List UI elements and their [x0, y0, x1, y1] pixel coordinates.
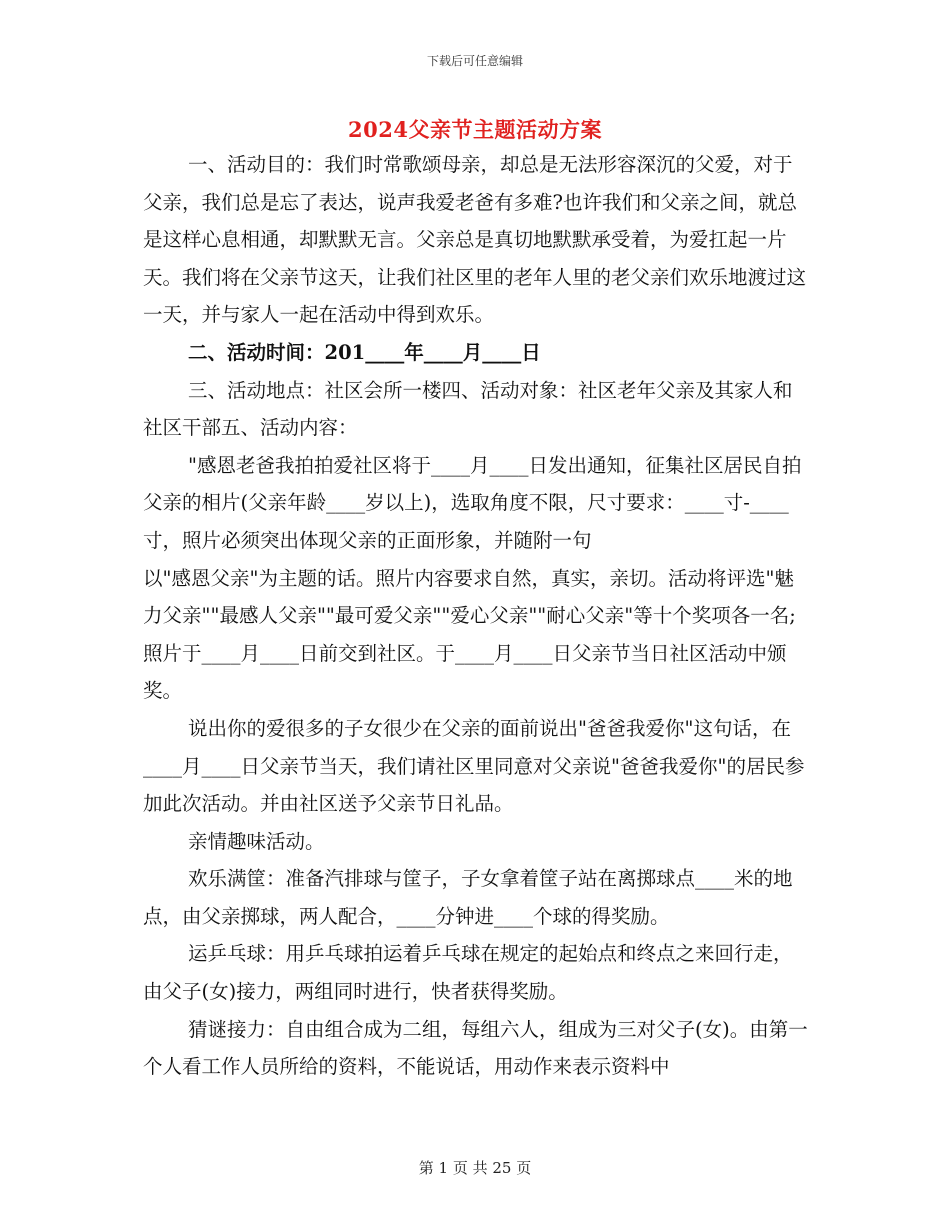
paragraph-say-love: 说出你的爱很多的子女很少在父亲的面前说出"爸爸我爱你"这句话，在____月____日父亲节当天，我们请社区里同意对父亲说"爸爸我爱你"的居民参加此次活动。并由社区送予父亲节日礼品。: [143, 716, 805, 816]
document-body: [143, 146, 811, 1086]
paragraph-basket-game: 欢乐满筐：准备汽排球与筐子，子女拿着筐子站在离掷球点____米的地点，由父亲掷球，两人配合，____分钟进____个球的得奖励。: [143, 867, 793, 928]
paragraph-photo-activity: "感恩老爸我拍拍爱社区将于____月____日发出通知，征集社区居民自拍父亲的相片(父亲年龄____岁以上)，选取角度不限，尺寸要求：____寸-____寸，照片必须突出体现父亲的正面形象，并随附一句: [143, 453, 802, 552]
paragraph-location: 三、活动地点：社区会所一楼四、活动对象：社区老年父亲及其家人和社区干部五、活动内容：: [143, 378, 793, 440]
document-title: 2024父亲节主题活动方案: [348, 117, 602, 142]
page-header-note: 下载后可任意编辑: [426, 54, 523, 68]
paragraph-pingpong-relay: 运乒乓球：用乒乓球拍运着乒乓球在规定的起始点和终点之来回行走，由父子(女)接力，两组同时进行，快者获得奖励。: [143, 942, 793, 1004]
paragraph-photo-activity-cont: 以"感恩父亲"为主题的话。照片内容要求自然，真实，亲切。活动将评选"魅力父亲""最感人父亲""最可爱父亲""爱心父亲""耐心父亲"等十个奖项各一名;照片于____月____日前交到社区。于____月____日父亲节当日社区活动中颁奖。: [143, 566, 796, 703]
paragraph-fun-activities: 亲情趣味活动。: [188, 829, 325, 853]
paragraph-time: 二、活动时间：201____年____月____日: [188, 340, 541, 364]
paragraph-purpose: 一、活动目的：我们时常歌颂母亲，却总是无法形容深沉的父爱，对于父亲，我们总是忘了表达，说声我爱老爸有多难?也许我们和父亲之间，就总是这样心息相通，却默默无言。父亲总是真切地默默承受着，为爱扛起一片天。我们将在父亲节这天，让我们社区里的老年人里的老父亲们欢乐地渡过这一天，并与家人一起在活动中得到欢乐。: [143, 153, 807, 327]
paragraph-riddle-relay: 猜谜接力：自由组合成为二组，每组六人，组成为三对父子(女)。由第一个人看工作人员所给的资料，不能说话，用动作来表示资料中: [143, 1017, 808, 1079]
page-number: 第 1 页 共 25 页: [418, 1159, 532, 1177]
